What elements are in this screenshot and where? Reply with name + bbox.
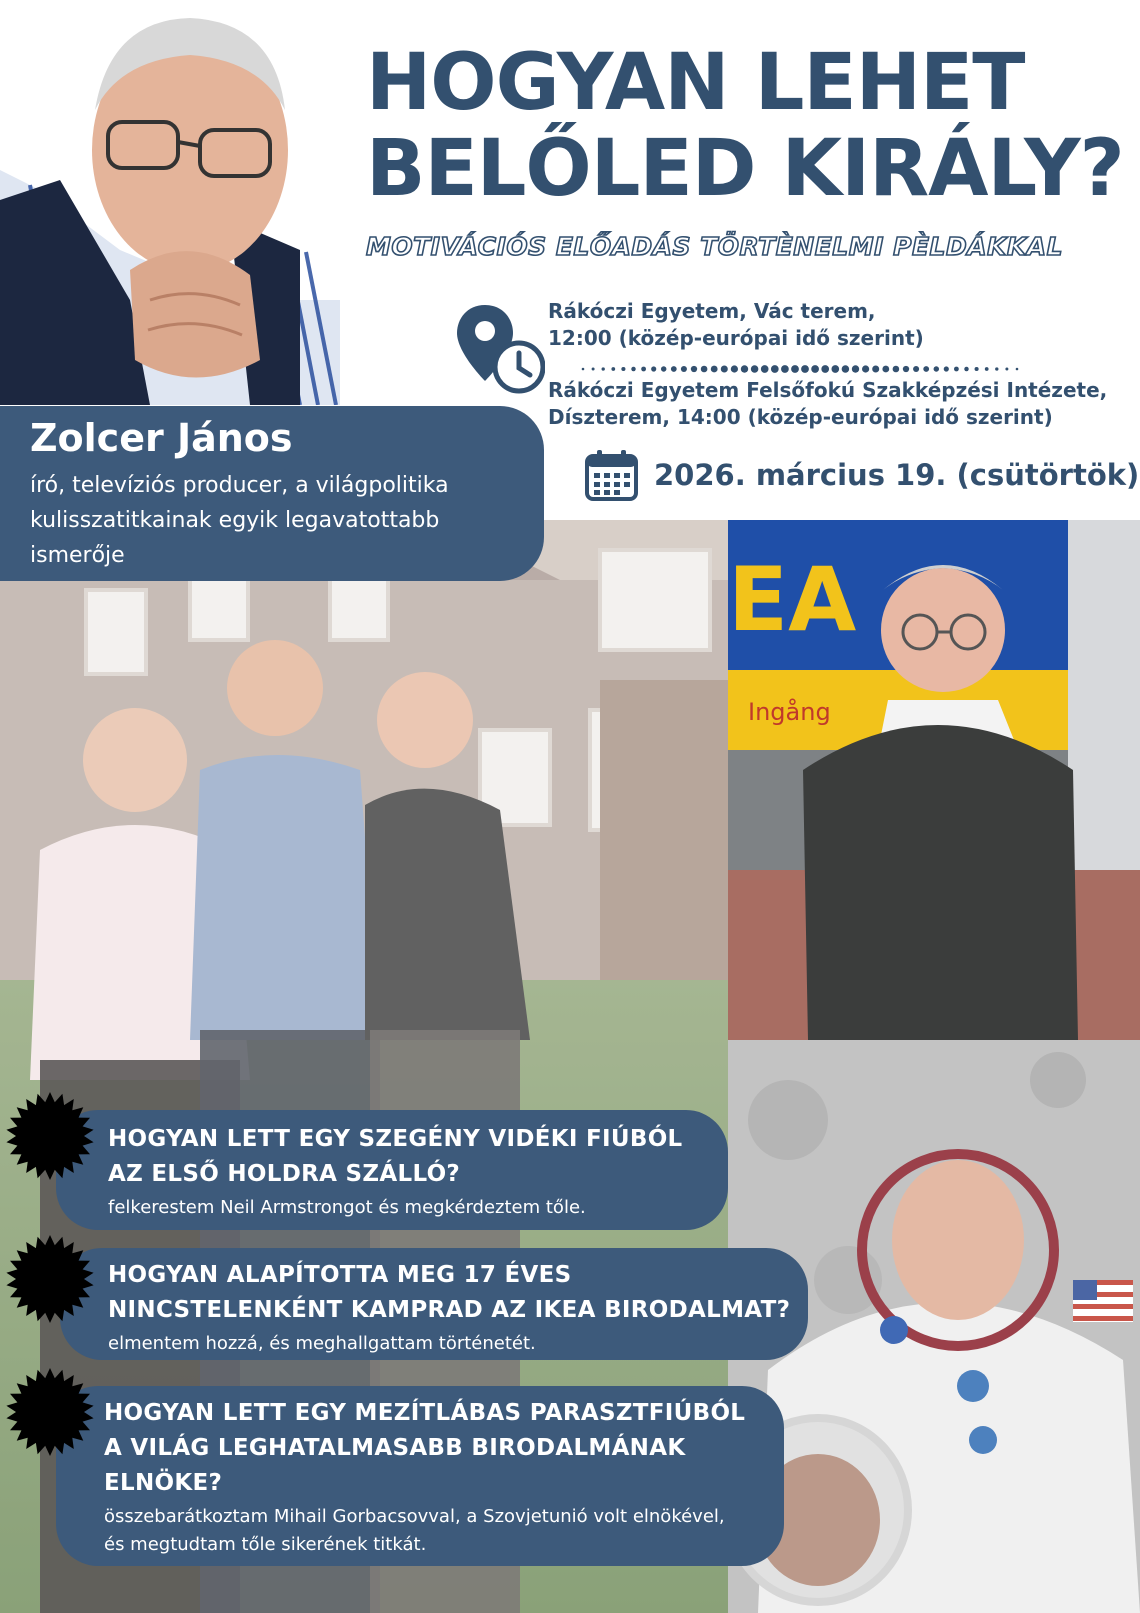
calendar-icon [584, 448, 639, 502]
speaker-portrait [0, 0, 340, 405]
question-1-title-line-2: AZ ELSŐ HOLDRA SZÁLLÓ? [108, 1161, 461, 1187]
store-sign-text: EA [728, 548, 857, 651]
question-3-title-line-2: A VILÁG LEGHATALMASABB BIRODALMÁNAK [104, 1435, 686, 1461]
question-2-title-line-1: HOGYAN ALAPÍTOTTA MEG 17 ÉVES [108, 1262, 572, 1288]
question-3-text-line-1: összebarátkoztam Mihail Gorbacsovval, a Szovjetunió volt elnökével, [104, 1506, 725, 1527]
starburst-bullet-icon [4, 1366, 96, 1458]
question-1-text: felkerestem Neil Armstrongot és megkérdeztem tőle. [108, 1197, 586, 1218]
location-2-line-1: Rákóczi Egyetem Felsőfokú Szakképzési Intézete, [548, 378, 1108, 402]
question-2-title-line-2: NINCSTELENKÉNT KAMPRAD AZ IKEA BIRODALMAT? [108, 1297, 791, 1323]
question-3-title-line-1: HOGYAN LETT EGY MEZÍTLÁBAS PARASZTFIÚBÓL [104, 1400, 746, 1426]
question-2-text: elmentem hozzá, és meghallgattam történetét. [108, 1333, 536, 1354]
speaker-role: író, televíziós producer, a világpolitika kulisszatitkainak egyik legavatottabb ismerője [30, 473, 449, 568]
speaker-name: Zolcer János [30, 416, 293, 460]
question-1-title-line-1: HOGYAN LETT EGY SZEGÉNY VIDÉKI FIÚBÓL [108, 1126, 683, 1152]
title-line-1: HOGYAN LEHET [366, 38, 1025, 128]
location-2-line-2: Díszterem, 14:00 (közép-európai idő szerint) [548, 405, 1053, 429]
title-line-2: BELŐLED KIRÁLY? [366, 124, 1124, 214]
main-title [366, 40, 1126, 212]
question-3-text-line-2: és megtudtam tőle sikerének titkát. [104, 1534, 427, 1555]
subtitle: MOTIVÁCIÓS ELŐADÁS TÖRTÈNELMI PÈLDÁKKAL [366, 232, 1064, 261]
location-2 [548, 377, 1107, 431]
starburst-bullet-icon [4, 1233, 96, 1325]
starburst-bullet-icon [4, 1090, 96, 1182]
store-entrance-text: Ingång [748, 698, 831, 726]
dotted-divider [578, 359, 1022, 369]
question-card-2 [60, 1248, 808, 1360]
question-card-3 [56, 1386, 784, 1566]
speaker-card [0, 406, 544, 581]
question-card-1 [56, 1110, 728, 1230]
location-1 [548, 298, 924, 352]
location-1-line-2: 12:00 (közép-európai idő szerint) [548, 326, 924, 350]
question-3-title-line-3: ELNÖKE? [104, 1470, 223, 1496]
event-date: 2026. március 19. (csütörtök) [654, 458, 1140, 492]
kamprad-photo [728, 520, 1140, 1040]
map-pin-clock-icon [455, 303, 545, 395]
location-1-line-1: Rákóczi Egyetem, Vác terem, [548, 299, 876, 323]
